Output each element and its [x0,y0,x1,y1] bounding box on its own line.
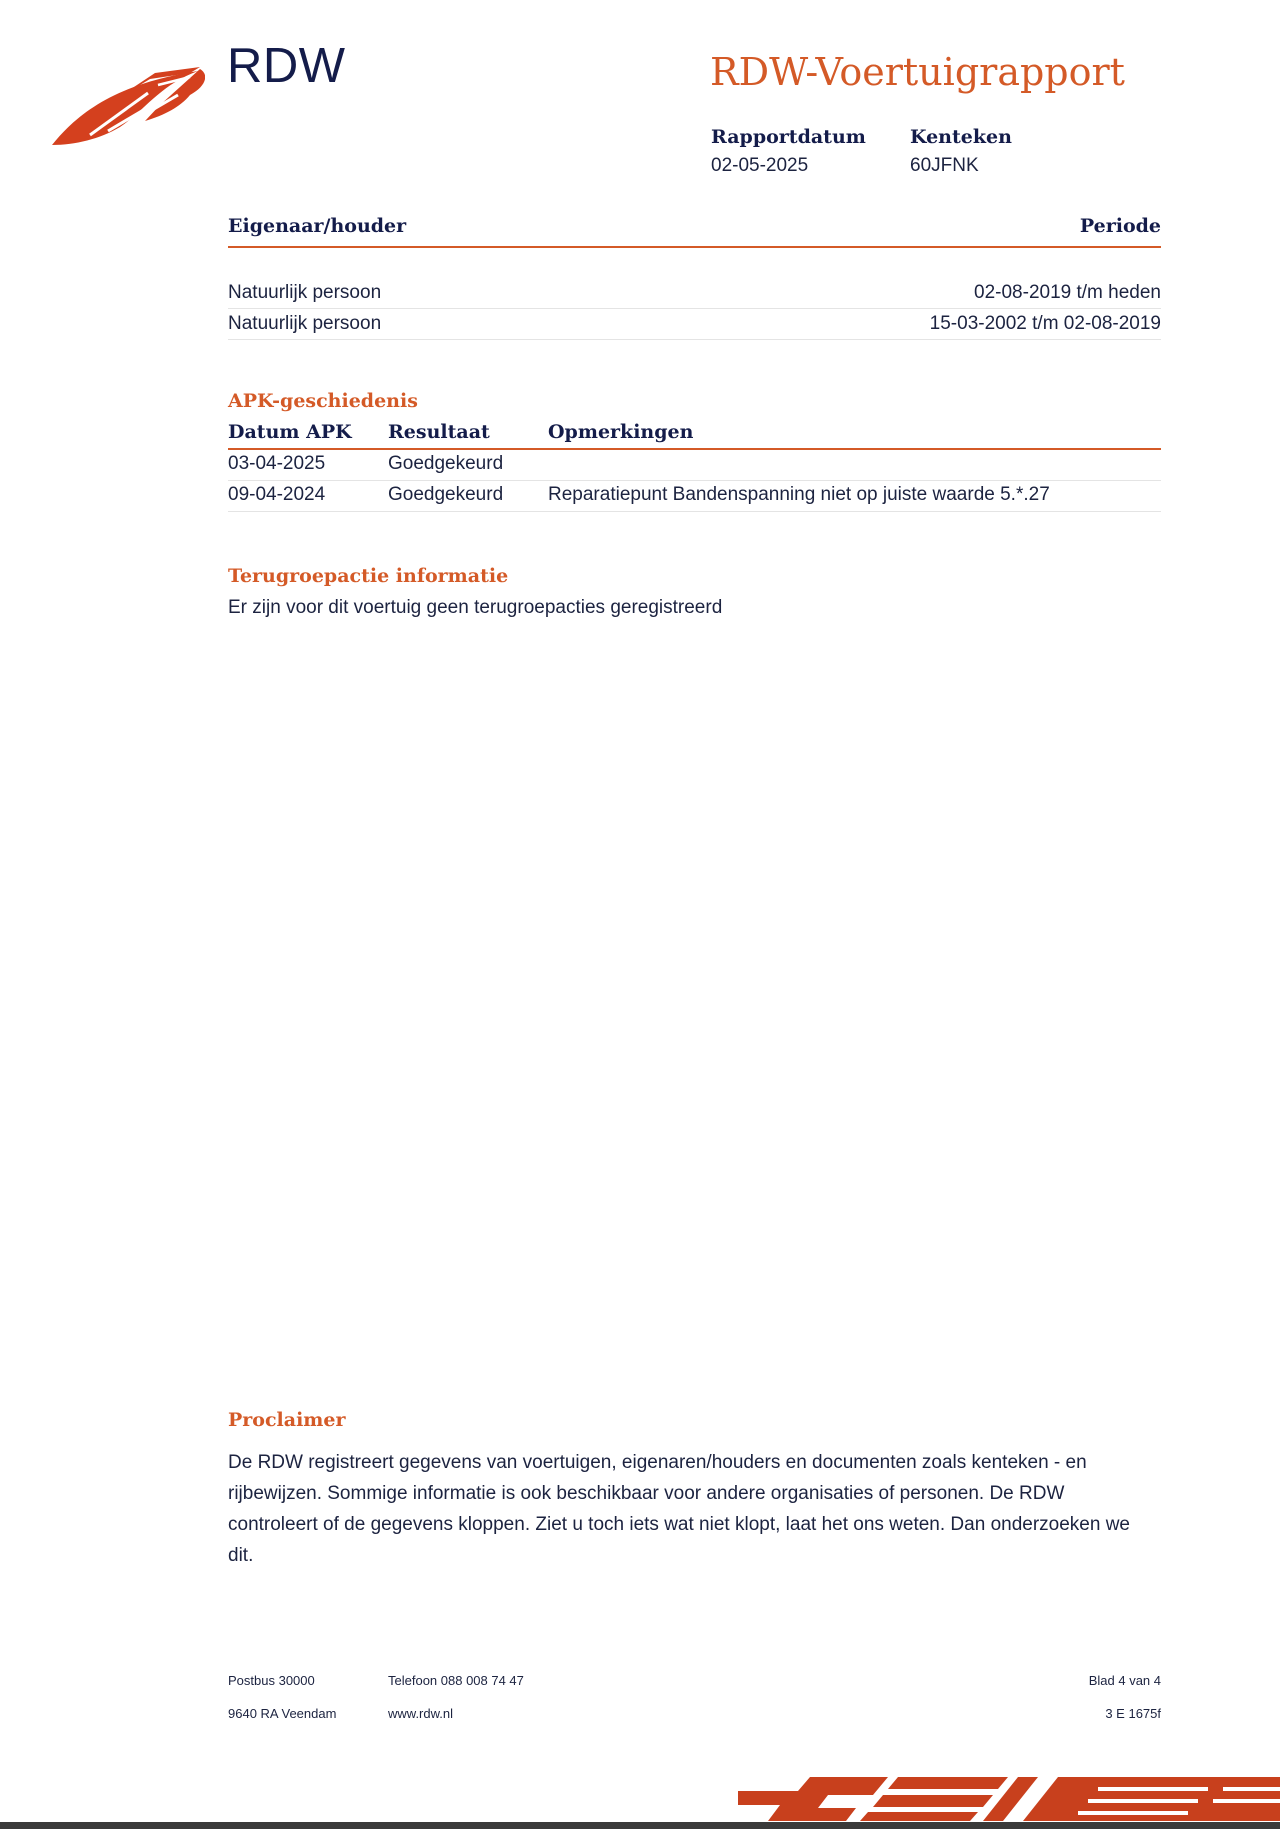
proclaimer-text: De RDW registreert gegevens van voertuigen, eigenaren/houders en documenten zoals kenteken - en rijbewijzen. Sommige informatie is ook beschikbaar voor andere organisaties of personen. De RDW controleert of de gegevens kloppen. Ziet u toch iets wat niet klopt, laat het ons weten. Dan onderzoeken we dit. [228,1452,1130,1566]
bottom-bar [0,1822,1280,1829]
report-date-label: Rapportdatum [711,126,866,148]
proclaimer-title: Proclaimer [228,1409,346,1431]
period-column-header: Periode [1079,215,1161,237]
footer-website-link[interactable]: www.rdw.nl [388,1706,454,1721]
apk-result-header: Resultaat [388,421,490,443]
decorative-stripes-icon [738,1775,1280,1822]
apk-date-cell: 03-04-2025 [228,453,326,474]
document-title: RDW-Voertuigrapport [710,50,1125,94]
owners-table [228,215,1161,340]
owner-cell: Natuurlijk persoon [228,313,382,334]
plate-label: Kenteken [910,126,1012,148]
apk-date-header: Datum APK [228,421,352,443]
footer-postbus: Postbus 30000 [228,1673,315,1688]
apk-section-title: APK-geschiedenis [228,390,418,412]
apk-result-cell: Goedgekeurd [388,453,504,474]
table-row [228,309,1161,340]
plate-value: 60JFNK [910,155,979,176]
recall-section-title: Terugroepactie informatie [228,565,509,587]
recall-text: Er zijn voor dit voertuig geen terugroepacties geregistreerd [228,597,723,618]
apk-header-row [228,419,1161,447]
apk-result-cell: Goedgekeurd [388,484,504,505]
rdw-logo-icon [50,65,205,150]
apk-remarks-header: Opmerkingen [548,421,694,443]
owner-column-header: Eigenaar/houder [228,215,407,237]
apk-date-cell: 09-04-2024 [228,484,326,505]
period-cell: 02-08-2019 t/m heden [974,282,1161,303]
table-row [228,278,1161,309]
period-cell: 15-03-2002 t/m 02-08-2019 [929,313,1161,334]
footer-city: 9640 RA Veendam [228,1706,337,1721]
report-date-value: 02-05-2025 [711,155,809,176]
table-row [228,450,1161,481]
brand-name: RDW [227,39,346,93]
footer-page-number: Blad 4 van 4 [1088,1673,1161,1688]
apk-remarks-cell: Reparatiepunt Bandenspanning niet op juiste waarde 5.*.27 [548,484,1050,505]
footer-phone: Telefoon 088 008 74 47 [388,1673,524,1688]
footer-code: 3 E 1675f [1105,1706,1161,1721]
table-row [228,481,1161,512]
owner-cell: Natuurlijk persoon [228,282,382,303]
owners-header-row [228,215,1161,243]
apk-table [228,419,1161,512]
